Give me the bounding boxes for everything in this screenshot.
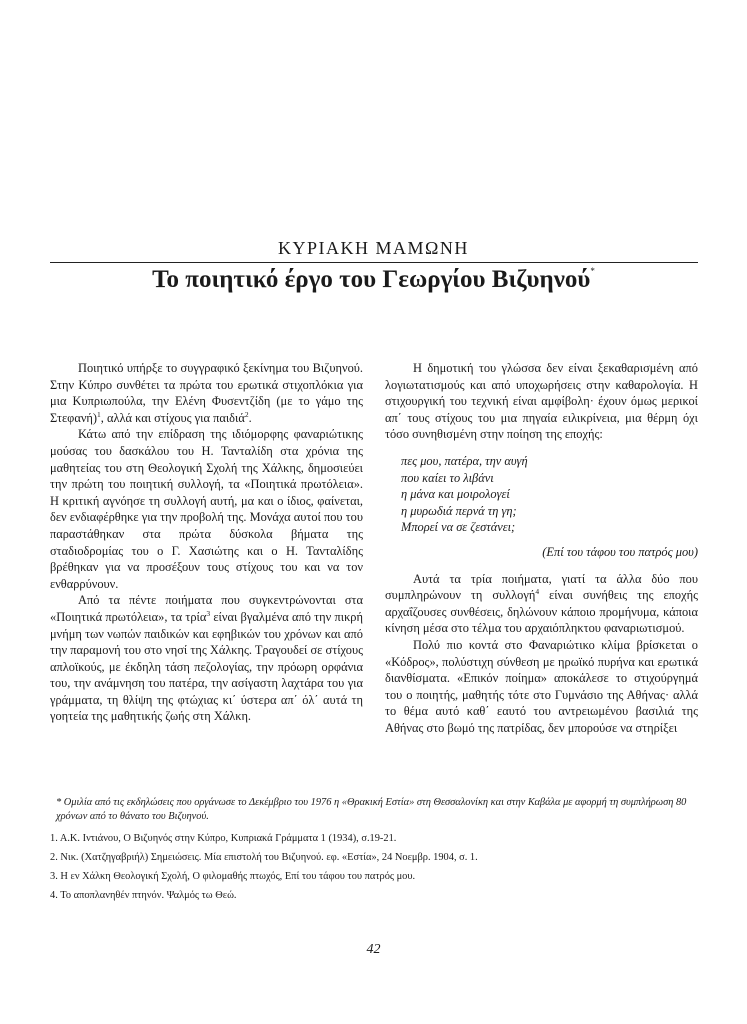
- paragraph-text: Αυτά τα τρία ποιήματα, γιατί τα άλλα δύο που συμπληρώνουν τη συλλογή: [385, 571, 698, 603]
- footnote-ref: 1: [97, 409, 101, 419]
- paragraph: [50, 592, 363, 725]
- right-column: [385, 360, 698, 736]
- footnote-ref: 4: [535, 587, 540, 596]
- footnote-item: 1. Α.Κ. Ιντιάνου, Ο Βιζυηνός στην Κύπρο, Κυπριακά Γράμματα 1 (1934), σ.19-21.: [50, 833, 397, 844]
- paragraph: Πολύ πιο κοντά στο Φαναριώτικο κλίμα βρίσκεται ο «Κόδρος», πολύστιχη σύνθεση με ηρωϊκό πυρήνα και ερωτικά διανθίσματα. «Επικόν ποίημα» αποκάλεσε το στιχούργημά του ο ποιητής, μαθητής τότε στο Γυμνάσιο της Αθήνας· αλλά το θέμα αυτό καθ΄ εαυτό του αντρειωμένου βασιλιά της Αθήνας στο βωμό της πατρίδας, δεν μπορούσε να στηρίξει: [385, 637, 698, 735]
- footnote-item: 4. Το αποπλανηθέν πτηνόν. Ψαλμός τω Θεώ.: [50, 890, 237, 901]
- title-rule: [50, 262, 698, 263]
- left-column: [50, 360, 363, 725]
- poem-line: η μάνα και μοιρολογεί: [401, 487, 510, 502]
- footnote-item: 3. Η εν Χάλκη Θεολογική Σχολή, Ο φιλομαθής πτωχός, Επί του τάφου του πατρός μου.: [50, 871, 416, 882]
- article-title: [0, 266, 747, 294]
- paragraph: Κάτω από την επίδραση της ιδιόμορφης φαναριώτικης μούσας του δασκάλου του Η. Τανταλίδη στα χρόνια της μαθητείας του στη Θεολογική Σχολή της Χάλκης, δημοσιεύει την πρώτη του ποιητική συλλογή, τα «Ποιητικά πρωτόλεια». Η κριτική αγνόησε τη συλλογή αυτή, μα και ο ίδιος, φαίνεται, δεν ενδιαφέρθηκε για την προβολή της. Μονάχα αυτοί που του παραστάθηκαν στα πρώτα δύσκολα βήματα της σταδιοδρομίας του ο Γ. Χασιώτης και ο Η. Τανταλίδης βρέθηκαν για να προσέξουν τους στίχους του και να τον ενθαρρύνουν.: [50, 427, 363, 591]
- article-title-text: Το ποιητικό έργο του Γεωργίου Βιζυηνού: [152, 266, 591, 293]
- footnote-ref: 3: [206, 608, 211, 618]
- paragraph-text: , αλλά και στίχους για παιδιά: [100, 410, 245, 425]
- page-number: 42: [366, 942, 381, 957]
- paragraph: [50, 360, 363, 426]
- paragraph: Η δημοτική του γλώσσα δεν είναι ξεκαθαρισμένη από λογιωτατισμούς και από υποχωρήσεις στην καθαρολογία. Η στιχουργική του τεχνική είναι αμφίβολη· έχουν όμως μερικοί απ΄ τους στίχους του μια πηγαία ειλικρίνεια, μια θέρμη όχι τόσο συνηθισμένη στην ποίηση της εποχής:: [385, 361, 698, 442]
- paragraph-text: είναι βγαλμένα από την πικρή μνήμη των νωπών παιδικών και εφηβικών του χρόνων και από την παραμονή του στο νησί της Χάλκης. Τραγουδεί σε στίχους απλοϊκούς, με έκδηλη τάση πεζολογίας, την πρόωρη ορφάνια του, την ανάμνηση του πατέρα, την ασίγαστη λαχτάρα του για γράμματα, τη θλίψη της φτώχιας κι΄ ύστερα απ΄ όλ΄ αυτά τη γοητεία της μαθητικής ζωής στη Χάλκη.: [50, 609, 363, 724]
- poem-line: πες μου, πατέρα, την αυγή: [401, 453, 528, 468]
- paragraph-text: Από τα πέντε ποιήματα που συγκεντρώνονται στα «Ποιητικά πρωτόλεια», τα τρία: [50, 593, 363, 624]
- paragraph: [385, 571, 698, 637]
- poem-line: που καίει το λιβάνι: [401, 470, 494, 485]
- poem-caption: (Επί του τάφου του πατρός μου): [542, 544, 698, 559]
- poem-line: η μυρωδιά περνά τη γη;: [401, 503, 517, 518]
- footnote-item: 2. Νικ. (Χατζηγαβριήλ) Σημειώσεις. Μία επιστολή του Βιζυηνού. εφ. «Εστία», 24 Νοεμβρ. 1904, σ. 1.: [50, 852, 478, 863]
- title-footnote-mark: *: [590, 266, 595, 276]
- paragraph-text: Ποιητικό υπήρξε το συγγραφικό ξεκίνημα του Βιζυηνού. Στην Κύπρο συνθέτει τα πρώτα του ερωτικά στιχοπλόκια για μια Κυπριωπούλα, την Ελένη Φυσεντζίδη (με το γάμο της Στεφανή): [50, 361, 363, 425]
- author-name: ΚΥΡΙΑΚΗ ΜΑΜΩΝΗ: [278, 238, 469, 258]
- poem-line: Μπορεί να σε ζεστάνει;: [401, 520, 516, 535]
- footnote-star: * Ομιλία από τις εκδηλώσεις που οργάνωσε το Δεκέμβριο του 1976 η «Θρακική Εστία» στη Θεσσαλονίκη και στην Καβάλα με αφορμή τη συμπλήρωση 80 χρόνων από το θάνατο του Βιζυηνού.: [56, 797, 687, 822]
- paragraph-text: είναι συνήθεις της εποχής αρχαΐζουσες συνθέσεις, δηλώνουν κάποιο προμήνυμα, κάποια κίνηση μέσα στο τέλμα του αρχαιόπληκτου φαναριωτισμού.: [385, 588, 698, 636]
- footnote-ref: 2: [244, 409, 249, 419]
- footnotes: [50, 796, 698, 908]
- paragraph-text: .: [248, 410, 252, 425]
- poem-excerpt: [401, 453, 698, 536]
